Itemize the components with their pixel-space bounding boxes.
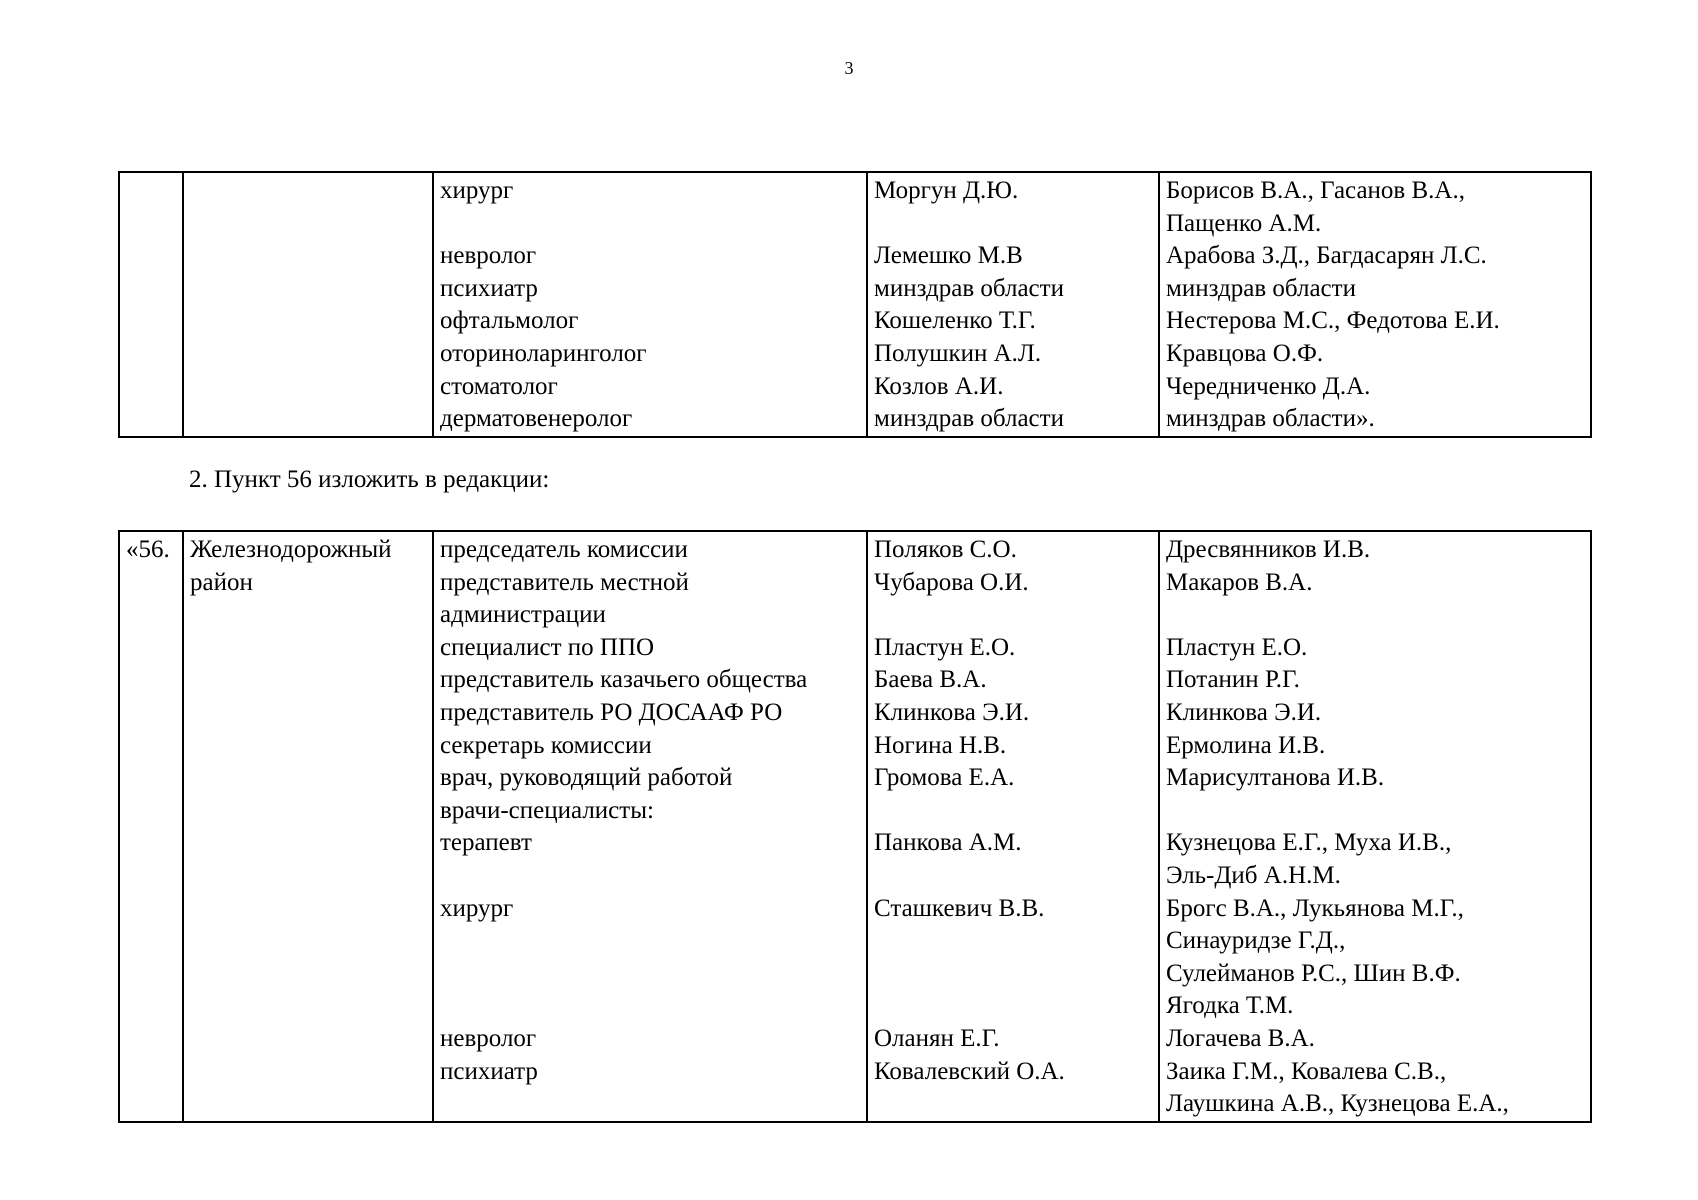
role-line: оториноларинголог bbox=[440, 339, 647, 367]
role-line: врачи-специалисты: bbox=[440, 796, 654, 824]
roles-cell bbox=[433, 172, 867, 437]
role-line: представитель казачьего общества bbox=[440, 666, 808, 694]
main-member-line bbox=[874, 208, 1152, 241]
main-member-line: Сташкевич В.В. bbox=[874, 894, 1045, 922]
reserve-member-line: Ермолина И.В. bbox=[1166, 731, 1326, 759]
reserve-member-line: Клинкова Э.И. bbox=[1166, 698, 1322, 726]
main-member-cell bbox=[867, 172, 1159, 437]
role-line: представитель местной bbox=[440, 568, 689, 596]
role-line: хирург bbox=[440, 177, 514, 204]
role-line: невролог bbox=[440, 1024, 537, 1052]
reserve-member-line: Брогс В.А., Лукьянова М.Г., bbox=[1166, 894, 1464, 922]
table-row bbox=[119, 531, 1591, 1122]
page-number: 3 bbox=[844, 58, 854, 78]
role-line: секретарь комиссии bbox=[440, 731, 652, 759]
reserve-member-line: Борисов В.А., Гасанов В.А., bbox=[1166, 177, 1465, 204]
main-member-line: Ногина Н.В. bbox=[874, 731, 1007, 759]
role-line bbox=[440, 860, 860, 893]
role-line: администрации bbox=[440, 601, 606, 629]
role-line bbox=[440, 208, 860, 241]
main-member-line: Моргун Д.Ю. bbox=[874, 177, 1019, 204]
reserve-member-line bbox=[1166, 599, 1584, 632]
reserve-member-cell bbox=[1159, 531, 1591, 1122]
row-number-cell bbox=[119, 531, 183, 1122]
reserve-member-line: Пащенко А.М. bbox=[1166, 209, 1322, 237]
main-member-cell bbox=[867, 531, 1159, 1122]
reserve-member-line: Дресвянников И.В. bbox=[1166, 536, 1371, 563]
main-member-line: Полушкин А.Л. bbox=[874, 339, 1042, 367]
main-member-line: минздрав области bbox=[874, 274, 1064, 302]
main-member-line bbox=[874, 925, 1152, 958]
main-member-line bbox=[874, 795, 1152, 828]
role-line bbox=[440, 958, 860, 991]
reserve-member-line: Синауридзе Г.Д., bbox=[1166, 927, 1346, 955]
main-member-line: Клинкова Э.И. bbox=[874, 698, 1030, 726]
main-member-line: Ковалевский О.А. bbox=[874, 1057, 1065, 1085]
role-line: дерматовенеролог bbox=[440, 405, 633, 433]
role-line: психиатр bbox=[440, 274, 538, 302]
main-member-line: Поляков С.О. bbox=[874, 536, 1017, 563]
main-member-line: Кошеленко Т.Г. bbox=[874, 307, 1036, 335]
role-line: специалист по ППО bbox=[440, 633, 655, 661]
main-member-line: Чубарова О.И. bbox=[874, 568, 1029, 596]
main-member-line: минздрав области bbox=[874, 405, 1064, 433]
roles-cell bbox=[433, 531, 867, 1122]
reserve-member-line: Сулейманов Р.С., Шин В.Ф. bbox=[1166, 959, 1461, 987]
main-member-line: Оланян Е.Г. bbox=[874, 1024, 1000, 1052]
role-line: председатель комиссии bbox=[440, 536, 688, 563]
reserve-member-line: Чередниченко Д.А. bbox=[1166, 372, 1371, 400]
reserve-member-line: Логачева В.А. bbox=[1166, 1024, 1315, 1052]
reserve-member-cell bbox=[1159, 172, 1591, 437]
reserve-member-line: Ягодка Т.М. bbox=[1166, 992, 1294, 1020]
reserve-member-line: Лаушкина А.В., Кузнецова Е.А., bbox=[1166, 1090, 1509, 1118]
reserve-member-line: Потанин Р.Г. bbox=[1166, 666, 1300, 694]
reserve-member-line: Нестерова М.С., Федотова Е.И. bbox=[1166, 307, 1500, 335]
main-member-line bbox=[874, 990, 1152, 1023]
reserve-member-line: Кузнецова Е.Г., Муха И.В., bbox=[1166, 829, 1452, 857]
role-line: хирург bbox=[440, 894, 514, 922]
main-member-line bbox=[874, 958, 1152, 991]
role-line: психиатр bbox=[440, 1057, 538, 1085]
reserve-member-line: минздрав области». bbox=[1166, 405, 1375, 433]
main-member-line: Пластун Е.О. bbox=[874, 633, 1016, 661]
row-number-cell bbox=[119, 172, 183, 437]
amendment-paragraph: 2. Пункт 56 изложить в редакции: bbox=[189, 466, 550, 493]
main-member-line bbox=[874, 860, 1152, 893]
commission-table-continued bbox=[118, 171, 1592, 438]
district-cell bbox=[183, 531, 433, 1122]
main-member-line: Баева В.А. bbox=[874, 666, 987, 694]
reserve-member-line: Арабова З.Д., Багдасарян Л.С. bbox=[1166, 242, 1487, 270]
reserve-member-line: Кравцова О.Ф. bbox=[1166, 339, 1324, 367]
reserve-member-line bbox=[1166, 795, 1584, 828]
district-cell bbox=[183, 172, 433, 437]
reserve-member-line: Марисултанова И.В. bbox=[1166, 764, 1385, 792]
reserve-member-line: Эль-Диб А.Н.М. bbox=[1166, 861, 1341, 889]
district-line: район bbox=[190, 568, 253, 596]
reserve-member-line: Заика Г.М., Ковалева С.В., bbox=[1166, 1057, 1447, 1085]
role-line bbox=[440, 990, 860, 1023]
role-line: врач, руководящий работой bbox=[440, 764, 733, 792]
reserve-member-line: Макаров В.А. bbox=[1166, 568, 1313, 596]
commission-table-item-56 bbox=[118, 530, 1592, 1123]
main-member-line bbox=[874, 1088, 1152, 1121]
district-line: Железнодорожный bbox=[190, 536, 392, 563]
main-member-line bbox=[874, 599, 1152, 632]
row-number: «56. bbox=[126, 536, 170, 563]
main-member-line: Лемешко М.В bbox=[874, 242, 1023, 270]
reserve-member-line: минздрав области bbox=[1166, 274, 1356, 302]
role-line: терапевт bbox=[440, 829, 532, 857]
role-line bbox=[440, 925, 860, 958]
reserve-member-line: Пластун Е.О. bbox=[1166, 633, 1308, 661]
main-member-line: Козлов А.И. bbox=[874, 372, 1004, 400]
role-line: стоматолог bbox=[440, 372, 558, 400]
table-row bbox=[119, 172, 1591, 437]
main-member-line: Панкова А.М. bbox=[874, 829, 1022, 857]
role-line: представитель РО ДОСААФ РО bbox=[440, 698, 783, 726]
main-member-line: Громова Е.А. bbox=[874, 764, 1015, 792]
role-line: офтальмолог bbox=[440, 307, 579, 335]
role-line: невролог bbox=[440, 242, 537, 270]
role-line bbox=[440, 1088, 860, 1121]
